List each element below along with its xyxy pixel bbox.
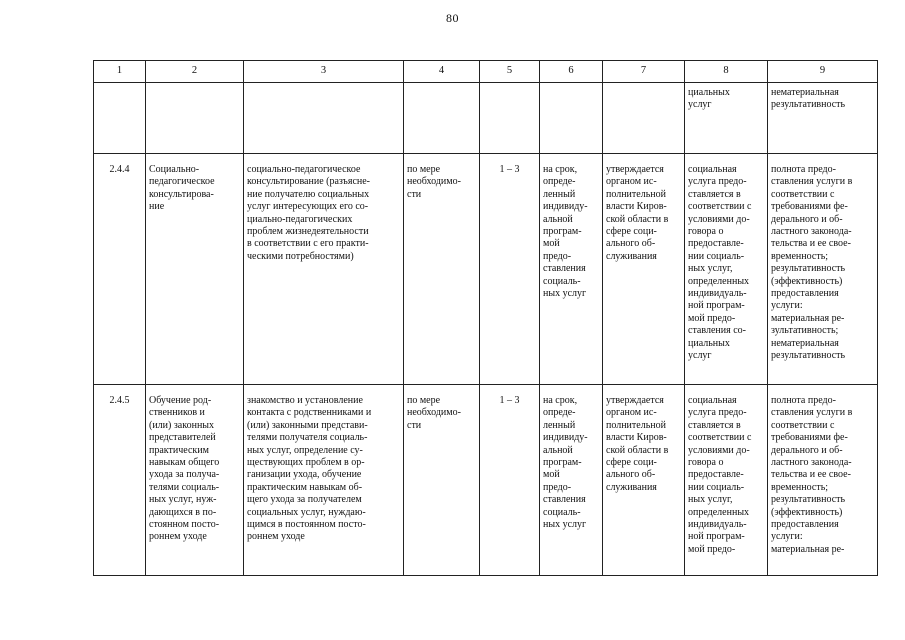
service-frequency: по мере необходимо- сти [404, 154, 480, 385]
service-tariff: утверждается органом ис- полнительной власти Киров- ской области в сфере соци- ального об- служивания [603, 154, 685, 385]
column-header-8: 8 [685, 61, 768, 83]
column-header-9: 9 [768, 61, 878, 83]
service-tariff: утверждается органом ис- полнительной власти Киров- ской области в сфере соци- ального об- служивания [603, 385, 685, 576]
service-quality: полнота предо- ставления услуги в соответствии с требованиями фе- дерального и об- ластного законода- тельства и ее свое- временность; результативность (эффективность) предоставления услуги: материальная ре- [768, 385, 878, 576]
service-description: знакомство и установление контакта с родственниками и (или) законными представи- телями получателя социаль- ных услуг, определение су- ществующих проблем в ор- ганизации ухода, обучение практическим навыкам об- щего ухода за получателем социальных услуг, нуждаю- щимся в постоянном посто- роннем уходе [244, 385, 404, 576]
page-number: 80 [446, 11, 459, 25]
table-row [94, 154, 878, 385]
column-header-7: 7 [603, 61, 685, 83]
column-header-5: 5 [480, 61, 540, 83]
service-frequency: по мере необходимо- сти [404, 385, 480, 576]
service-conditions: социальная услуга предо- ставляется в соответствии с условиями до- говора о предоставле- нии социаль- ных услуг, определенных индивидуаль- ной програм- мой предо- ставления со- циальных услуг [685, 154, 768, 385]
service-term: на срок, опреде- ленный индивиду- альной програм- мой предо- ставления социаль- ных услуг [540, 154, 603, 385]
continuation-row [94, 83, 878, 154]
table-cell [685, 83, 768, 154]
service-quality: полнота предо- ставления услуги в соответствии с требованиями фе- дерального и об- ластного законода- тельства и ее свое- временность; результативность (эффективность) предоставления услуги: материальная ре- зультативность; нематериальная результативность [768, 154, 878, 385]
table-row [94, 385, 878, 576]
row-number: 2.4.4 [94, 154, 146, 385]
column-header-4: 4 [404, 61, 480, 83]
table-cell [404, 83, 480, 154]
conditions-continuation: циальных услуг [688, 87, 730, 111]
table-cell [244, 83, 404, 154]
header-row [94, 61, 878, 83]
service-description: социально-педагогическое консультирование (разъясне- ние получателю социальных услуг интересующих его со- циально-педагогических проблем жизнедеятельности в соответствии с его практи- ческими потребностями) [244, 154, 404, 385]
table-cell [480, 83, 540, 154]
services-table [93, 60, 878, 576]
service-conditions: социальная услуга предо- ставляется в соответствии с условиями до- говора о предоставле- нии социаль- ных услуг, определенных индивидуаль- ной програм- мой предо- [685, 385, 768, 576]
row-number: 2.4.5 [94, 385, 146, 576]
column-header-3: 3 [244, 61, 404, 83]
service-term: на срок, опреде- ленный индивиду- альной програм- мой предо- ставления социаль- ных услуг [540, 385, 603, 576]
service-duration: 1 – 3 [480, 385, 540, 576]
service-name: Обучение род- ственников и (или) законных представителей практическим навыкам общего ухода за получа- телями социаль- ных услуг, нуж- дающихся в по- стоянном посто- роннем уходе [146, 385, 244, 576]
table-cell [768, 83, 878, 154]
table-cell [540, 83, 603, 154]
quality-continuation: нематериальная результативность [771, 87, 846, 111]
table-cell [94, 83, 146, 154]
column-header-6: 6 [540, 61, 603, 83]
service-duration: 1 – 3 [480, 154, 540, 385]
table-cell [146, 83, 244, 154]
column-header-1: 1 [94, 61, 146, 83]
service-name: Социально- педагогическое консультирова- ние [146, 154, 244, 385]
column-header-2: 2 [146, 61, 244, 83]
table-cell [603, 83, 685, 154]
